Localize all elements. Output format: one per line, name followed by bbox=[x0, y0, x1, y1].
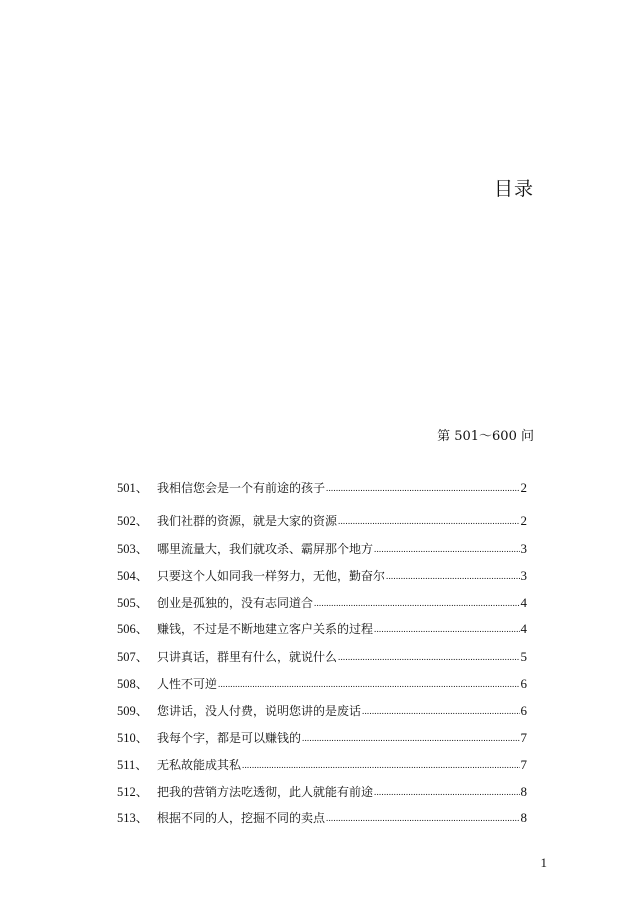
toc-entry-number: 505、 bbox=[117, 596, 149, 610]
toc-leader-dots bbox=[242, 755, 519, 775]
toc-entry-page: 2 bbox=[520, 480, 527, 495]
toc-leader-dots bbox=[362, 701, 519, 721]
toc-entry-number: 506、 bbox=[117, 622, 149, 636]
toc-entry-title: 只要这个人如同我一样努力，无他，勤奋尔 bbox=[157, 569, 386, 583]
toc-entry-page: 4 bbox=[520, 621, 527, 636]
toc-entry-title: 无私故能成其私 bbox=[157, 758, 242, 772]
toc-entry-page: 3 bbox=[520, 541, 527, 556]
toc-entry-number: 504、 bbox=[117, 569, 149, 583]
toc-entry-title: 赚钱，不过是不断地建立客户关系的过程 bbox=[157, 622, 374, 636]
toc-entry-502[interactable] bbox=[117, 511, 527, 531]
toc-entry-page: 6 bbox=[520, 676, 527, 691]
toc-entry-page: 7 bbox=[520, 730, 527, 745]
toc-entry-number: 508、 bbox=[117, 677, 149, 691]
toc-entry-title: 只讲真话，群里有什么，就说什么 bbox=[157, 650, 338, 664]
toc-entry-title: 创业是孤独的，没有志同道合 bbox=[157, 596, 314, 610]
toc-entry-506[interactable] bbox=[117, 619, 527, 639]
toc-entry-509[interactable] bbox=[117, 701, 527, 721]
toc-entry-title: 哪里流量大，我们就攻杀、霸屏那个地方 bbox=[157, 542, 374, 556]
toc-entry-number: 507、 bbox=[117, 650, 149, 664]
toc-leader-dots bbox=[338, 511, 519, 531]
page-number: 1 bbox=[540, 855, 547, 870]
toc-entry-page: 4 bbox=[520, 595, 527, 610]
toc-entry-501[interactable] bbox=[117, 478, 527, 498]
toc-entry-title: 人性不可逆 bbox=[157, 677, 218, 691]
toc-entry-page: 8 bbox=[520, 810, 527, 825]
toc-entry-title: 我相信您会是一个有前途的孩子 bbox=[157, 481, 326, 495]
toc-entry-number: 511、 bbox=[117, 758, 148, 772]
toc-entry-512[interactable] bbox=[117, 782, 527, 802]
toc-leader-dots bbox=[374, 782, 519, 802]
toc-leader-dots bbox=[302, 728, 519, 748]
toc-leader-dots bbox=[338, 647, 519, 667]
toc-entry-number: 510、 bbox=[117, 731, 149, 745]
toc-entry-number: 503、 bbox=[117, 542, 149, 556]
toc-entry-title: 您讲话，没人付费，说明您讲的是废话 bbox=[157, 704, 362, 718]
toc-entry-510[interactable] bbox=[117, 728, 527, 748]
toc-entry-title: 根据不同的人，挖掘不同的卖点 bbox=[157, 811, 326, 825]
toc-leader-dots bbox=[374, 539, 519, 559]
toc-entry-number: 513、 bbox=[117, 811, 149, 825]
toc-entry-508[interactable] bbox=[117, 674, 527, 694]
toc-entry-number: 501、 bbox=[117, 481, 149, 495]
toc-leader-dots bbox=[386, 566, 519, 586]
toc-leader-dots bbox=[218, 674, 519, 694]
page-title: 目录 bbox=[493, 178, 534, 200]
toc-entry-504[interactable] bbox=[117, 566, 527, 586]
toc-entry-page: 8 bbox=[520, 784, 527, 799]
toc-entry-number: 512、 bbox=[117, 785, 149, 799]
toc-leader-dots bbox=[314, 593, 519, 613]
toc-entry-number: 509、 bbox=[117, 704, 149, 718]
section-title: 第 501～600 问 bbox=[437, 429, 534, 444]
toc-leader-dots bbox=[374, 619, 519, 639]
toc-entry-511[interactable] bbox=[117, 755, 527, 775]
toc-entry-505[interactable] bbox=[117, 593, 527, 613]
toc-entry-513[interactable] bbox=[117, 808, 527, 828]
toc-entry-title: 我每个字，都是可以赚钱的 bbox=[157, 731, 302, 745]
toc-entry-page: 3 bbox=[520, 568, 527, 583]
toc-entry-503[interactable] bbox=[117, 539, 527, 559]
toc-entry-page: 7 bbox=[520, 757, 527, 772]
toc-entry-title: 把我的营销方法吃透彻，此人就能有前途 bbox=[157, 785, 374, 799]
toc-entry-507[interactable] bbox=[117, 647, 527, 667]
toc-entry-title: 我们社群的资源，就是大家的资源 bbox=[157, 514, 338, 528]
toc-entry-page: 2 bbox=[520, 513, 527, 528]
toc-entry-page: 5 bbox=[520, 649, 527, 664]
toc-leader-dots bbox=[326, 478, 519, 498]
toc-entry-page: 6 bbox=[520, 703, 527, 718]
toc-entry-number: 502、 bbox=[117, 514, 149, 528]
toc-leader-dots bbox=[326, 808, 519, 828]
